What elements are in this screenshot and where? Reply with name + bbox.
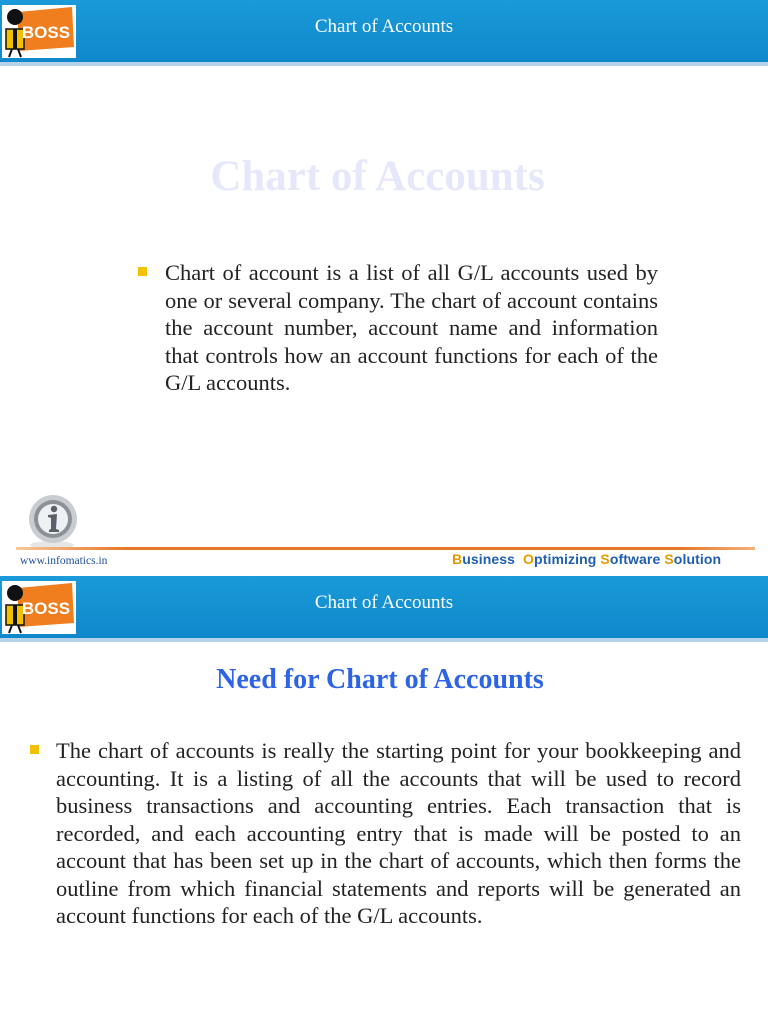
tagline-rest: ptimizing: [534, 551, 597, 567]
tagline-cap: O: [523, 551, 535, 567]
tagline-rest: olution: [673, 551, 722, 567]
header-title: Chart of Accounts: [314, 16, 454, 37]
tagline-rest: oftware: [609, 551, 661, 567]
info-icon: [20, 493, 84, 551]
boss-logo: [2, 581, 76, 634]
logo-text: BOSS: [21, 599, 71, 618]
slide-header: [0, 0, 768, 66]
slide-title: Need for Chart of Accounts: [216, 664, 544, 695]
tagline-cap: B: [452, 551, 463, 567]
slide-title: Chart of Accounts: [210, 153, 545, 200]
bullet-text: Chart of account is a list of all G/L accounts used by one or several company. The chart of account contains the account number, account name and information that controls how an account functions for each of the G/L accounts.: [165, 260, 658, 395]
footer-tagline: [452, 551, 721, 567]
footer-url: www.infomatics.in: [20, 555, 108, 567]
header-title: Chart of Accounts: [314, 592, 454, 613]
logo-text: BOSS: [21, 23, 71, 42]
boss-logo: [2, 5, 76, 58]
bullet-item: [56, 737, 741, 930]
bullet-item: [165, 259, 658, 397]
tagline-rest: usiness: [462, 551, 516, 567]
tagline-cap: S: [600, 551, 610, 567]
tagline-cap: S: [664, 551, 674, 567]
slide-header: [0, 576, 768, 642]
square-bullet-icon: [30, 745, 39, 754]
bullet-text: The chart of accounts is really the starting point for your bookkeeping and accounting. It is a listing of all the accounts that will be used to record business transactions and accounting entries. Each transaction that is recorded, and each accounting entry that is made will be posted to an account that has been set up in the chart of accounts, which then forms the outline from which financial statements and reports will be generated an account functions for each of the G/L accounts.: [56, 738, 741, 928]
square-bullet-icon: [138, 267, 147, 276]
footer-divider: [16, 547, 755, 550]
